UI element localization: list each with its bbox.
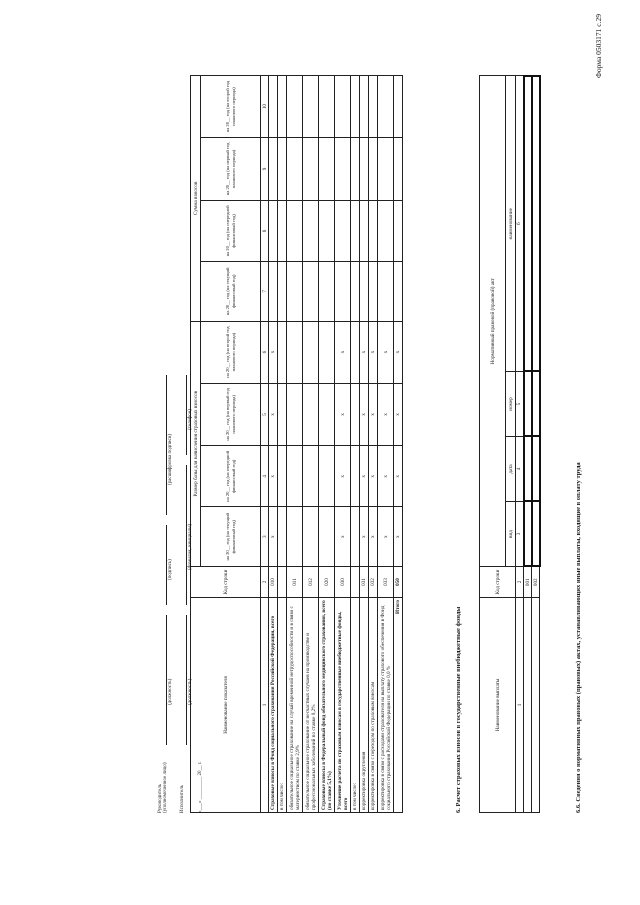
- table-row: [351, 76, 360, 813]
- value-cell: х: [269, 383, 278, 446]
- col-num: 7: [261, 262, 269, 322]
- date-line: «___» _________ 20__ г.: [198, 761, 203, 813]
- col-num: 4: [516, 437, 524, 502]
- value-cell: [378, 262, 394, 322]
- table-row: [319, 76, 335, 813]
- value-cell: [303, 507, 319, 567]
- value-cell: [351, 200, 360, 261]
- row-name: Уточнение расчета по страховым взносам в государственные внебюджетные фонды, всего: [335, 598, 351, 813]
- col-num: 6: [516, 76, 524, 372]
- value-cell: [287, 507, 303, 567]
- col-num: 9: [261, 138, 269, 201]
- value-cell: [278, 321, 287, 383]
- col-num: 3: [261, 507, 269, 567]
- value-cell: х: [335, 507, 351, 567]
- col-num: 6: [261, 321, 269, 383]
- row-code: 002: [532, 567, 540, 598]
- value-cell: [278, 262, 287, 322]
- th-indicator-name: Наименование показателя: [191, 598, 261, 813]
- row-name: обязательное социальное страхование на случай временной нетрудоспособности и в связи с материнством по ставке 2,9%: [287, 598, 303, 813]
- row-name: в том числе:: [278, 598, 287, 813]
- value-cell: [369, 200, 378, 261]
- value-cell: [287, 262, 303, 322]
- value-cell: [351, 138, 360, 201]
- th-year: на 20__ год (на текущий финансовый год): [201, 262, 261, 322]
- value-cell: [303, 76, 319, 138]
- exec-name-caption: (фамилия, инициалы): [188, 523, 193, 570]
- head-label: Руководитель (уполномоченное лицо): [158, 762, 168, 813]
- th-act: Нормативный правовой (правовой) акт: [480, 76, 506, 567]
- table-row: [269, 76, 278, 813]
- value-cell: х: [335, 383, 351, 446]
- col-num: 2: [261, 567, 269, 598]
- col-num: 10: [261, 76, 269, 138]
- value-cell: х: [360, 507, 369, 567]
- exec-phone-caption: (телефон): [188, 409, 193, 430]
- x-mark: х: [394, 321, 403, 383]
- table-row: [532, 76, 540, 813]
- value-cell: х: [269, 321, 278, 383]
- value-cell: [269, 262, 278, 322]
- table-row: [360, 76, 369, 813]
- value-cell: х: [378, 507, 394, 567]
- value-cell: [378, 138, 394, 201]
- value-cell: [319, 507, 335, 567]
- th-code: Код строки: [480, 567, 516, 598]
- section-6-title: 6. Расчет страховых взносов в государственные внебюджетные фонды: [455, 606, 462, 813]
- value-cell: [278, 200, 287, 261]
- value-cell: х: [378, 383, 394, 446]
- form-number: Форма 0503171 с.29: [594, 14, 603, 79]
- row-code: [351, 567, 360, 598]
- value-cell: [287, 383, 303, 446]
- table-body: [269, 76, 394, 813]
- th-type: вид: [506, 502, 516, 567]
- x-mark: х: [394, 446, 403, 507]
- row-name: обязательное социальное страхование от несчастных случаев на производстве и профессиональных заболеваний по ставке 0,2%: [303, 598, 319, 813]
- row-name: корректировка округления: [360, 598, 369, 813]
- value-cell: х: [369, 507, 378, 567]
- value-cell: [287, 200, 303, 261]
- x-mark: х: [394, 383, 403, 446]
- row-code: 001: [524, 567, 532, 598]
- table-66: [479, 75, 541, 813]
- th-year: на 20__ год (на текущий финансовый год): [201, 507, 261, 567]
- value-cell: [278, 383, 287, 446]
- value-cell: [360, 76, 369, 138]
- exec-position-caption: (должность): [188, 678, 193, 705]
- value-cell: [319, 383, 335, 446]
- row-code: 011: [287, 567, 303, 598]
- row-code: 031: [360, 567, 369, 598]
- row-name: Страховые взносы в Федеральный фонд обязательного медицинского страхования, всего (по ставке 5,1%): [319, 598, 335, 813]
- value-cell: [369, 262, 378, 322]
- table-row: [303, 76, 319, 813]
- head-name-caption: (расшифровка подписи): [168, 433, 173, 485]
- table-row: [524, 76, 532, 813]
- value-cell: [335, 76, 351, 138]
- x-mark: х: [394, 507, 403, 567]
- table-row: [369, 76, 378, 813]
- row-code: 032: [369, 567, 378, 598]
- table-row: [287, 76, 303, 813]
- value-cell: х: [360, 383, 369, 446]
- value-cell: х: [335, 321, 351, 383]
- col-num: 3: [516, 502, 524, 567]
- col-num: 5: [516, 372, 524, 437]
- value-cell: [378, 76, 394, 138]
- value-cell: [351, 383, 360, 446]
- value-cell: [319, 76, 335, 138]
- value-cell: [360, 138, 369, 201]
- col-num: 5: [261, 383, 269, 446]
- value-cell: [369, 138, 378, 201]
- th-code: Код строки: [191, 567, 261, 598]
- value-cell: х: [378, 446, 394, 507]
- value-cell: [287, 446, 303, 507]
- value-cell: [278, 138, 287, 201]
- row-code: 020: [319, 567, 335, 598]
- col-num: 1: [516, 598, 524, 813]
- th-sum: Сумма взносов: [191, 76, 201, 322]
- col-num: 1: [261, 598, 269, 813]
- col-num-row: [261, 76, 269, 813]
- value-cell: х: [269, 507, 278, 567]
- value-cell: [351, 262, 360, 322]
- row-name: корректировка в связи с переходом по страховым взносам: [369, 598, 378, 813]
- row-name: Страховые взносы в Фонд социального страхования Российской Федерации, всего: [269, 598, 278, 813]
- value-cell: [378, 200, 394, 261]
- value-cell: [303, 262, 319, 322]
- value-cell: [319, 321, 335, 383]
- value-cell: х: [369, 446, 378, 507]
- value-cell: [303, 138, 319, 201]
- value-cell: [269, 138, 278, 201]
- value-cell: х: [335, 446, 351, 507]
- value-cell: [351, 446, 360, 507]
- th-title: наименование: [506, 76, 516, 372]
- value-cell: [319, 138, 335, 201]
- col-num: 4: [261, 446, 269, 507]
- row-name: в том числе:: [351, 598, 360, 813]
- value-cell: [269, 200, 278, 261]
- table-row: [378, 76, 394, 813]
- th-number: номер: [506, 372, 516, 437]
- value-cell: [319, 446, 335, 507]
- value-cell: [335, 200, 351, 261]
- head-position-caption: (должность): [168, 678, 173, 705]
- row-code: 012: [303, 567, 319, 598]
- total-label: Итого: [394, 598, 403, 813]
- col-num: 2: [516, 567, 524, 598]
- row-code: [278, 567, 287, 598]
- value-cell: [351, 507, 360, 567]
- total-row: [394, 76, 403, 813]
- value-cell: [278, 446, 287, 507]
- value-cell: [369, 76, 378, 138]
- value-cell: [351, 321, 360, 383]
- th-year: на 20__ год (на очередной финансовый год): [201, 446, 261, 507]
- value-cell: [278, 507, 287, 567]
- value-cell: х: [360, 446, 369, 507]
- value-cell: х: [369, 383, 378, 446]
- value-cell: [351, 76, 360, 138]
- table-row: [278, 76, 287, 813]
- value-cell: [303, 200, 319, 261]
- col-num-row: [516, 76, 524, 813]
- value-cell: [303, 321, 319, 383]
- col-num: 8: [261, 200, 269, 261]
- th-date: дата: [506, 437, 516, 502]
- total-code: 050: [394, 567, 403, 598]
- row-code: 010: [269, 567, 278, 598]
- value-cell: х: [269, 446, 278, 507]
- row-name: корректировка в связи с расходами страхователя на выплату страхового обеспечения в Фонд социального страхования Российской Федерации по ставке 0,0 %: [378, 598, 394, 813]
- row-code: 033: [378, 567, 394, 598]
- value-cell: [335, 138, 351, 201]
- value-cell: [287, 138, 303, 201]
- value-cell: х: [378, 321, 394, 383]
- value-cell: [335, 262, 351, 322]
- row-code: 030: [335, 567, 351, 598]
- value-cell: [360, 200, 369, 261]
- value-cell: [303, 446, 319, 507]
- value-cell: [319, 262, 335, 322]
- value-cell: [287, 321, 303, 383]
- value-cell: [319, 200, 335, 261]
- exec-label: Исполнитель: [180, 785, 185, 813]
- value-cell: х: [360, 321, 369, 383]
- table-row: [335, 76, 351, 813]
- head-sign-caption: (подпись): [168, 559, 173, 580]
- value-cell: [303, 383, 319, 446]
- th-year: на 20__ год (на первый год планового периода): [201, 138, 261, 201]
- value-cell: [287, 76, 303, 138]
- th-year: на 20__ год (на второй год планового периода): [201, 76, 261, 138]
- value-cell: [269, 76, 278, 138]
- table-6: [190, 75, 403, 813]
- th-year: на 20__ год (на очередной финансовый год): [201, 200, 261, 261]
- value-cell: [360, 262, 369, 322]
- th-payment-name: Наименование выплаты: [480, 598, 516, 813]
- th-year: на 20__ год (на второй год планового периода): [201, 321, 261, 383]
- th-base: Размер базы для начисления страховых взносов: [191, 321, 201, 566]
- th-year: на 20__ год (на первый год планового периода): [201, 383, 261, 446]
- value-cell: х: [369, 321, 378, 383]
- value-cell: [278, 76, 287, 138]
- section-66-title: 6.6. Сведения о нормативных правовых (правовых) актах, устанавливающих иные выплаты, входящие в оплату труда: [575, 462, 582, 813]
